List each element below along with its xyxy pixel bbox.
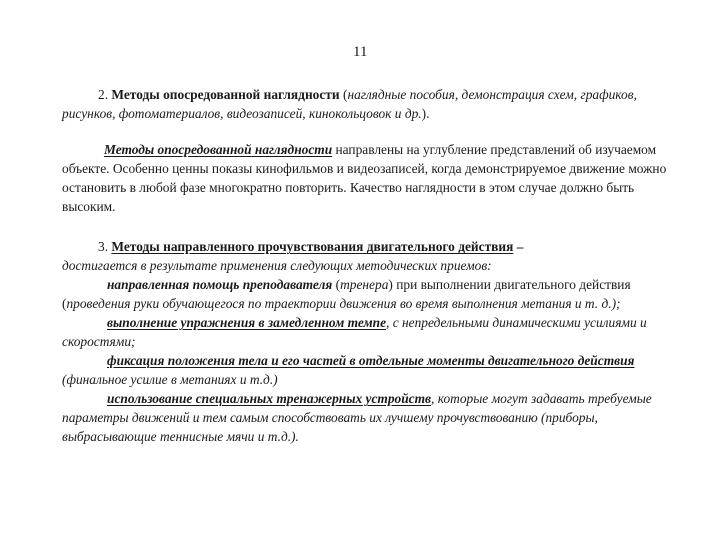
section-2-title: Методы опосредованной наглядности (111, 87, 340, 102)
section-2-body-term: Методы опосредованной наглядности (104, 142, 333, 157)
section-3-dash: – (513, 239, 524, 254)
list-item-term: направленная помощь преподавателя (107, 277, 333, 292)
section-2-examples: наглядные пособия, демонстрация схем, графиков, рисунков, фотоматериалов, видеозаписей, кинокольцовок и др. (62, 87, 637, 121)
list-item-text: , которые могут задавать требуемые параметры движений и тем самым способствовать их лучшему прочувствованию (приборы, выбрасывающие теннисные мячи и т.д.). (62, 391, 652, 444)
section-2-paren-close: ). (421, 106, 430, 121)
section-3-heading (62, 237, 674, 256)
list-item-text: ( (332, 277, 341, 292)
section-2-body-text: направлены на углубление представлений об изучаемом объекте. Особенно ценны показы кинофильмов и видеозаписей, когда демонстрируемое движение можно остановить в любой фазе многократно повторить. Качество наглядности в этом случае должно быть высоким. (62, 142, 667, 214)
list-item-text: ) при выполнении двигательного действия ( (62, 277, 631, 311)
list-item-text-italic: проведения руки обучающегося по траектории движения во время выполнения метания и т. д.); (66, 296, 621, 311)
list-item-term: фиксация положения тела и его частей в отдельные моменты двигательного действия (107, 353, 635, 368)
list-item-term: использование специальных тренажерных устройств (107, 391, 432, 406)
list-item (62, 389, 674, 446)
section-2-paren-open: ( (342, 87, 348, 102)
page-number: 11 (353, 44, 368, 60)
list-item (62, 313, 674, 351)
section-3-body (62, 256, 674, 446)
section-3-intro: достигается в результате применения следующих методических приемов: (62, 258, 492, 273)
section-2-heading (62, 85, 674, 123)
section-3-title: Методы направленного прочувствования двигательного действия (111, 239, 514, 254)
section-2-body (62, 140, 674, 216)
list-item-term: выполнение упражнения в замедленном темпе (107, 315, 387, 330)
list-item-text-italic: тренера (340, 277, 389, 292)
list-item (62, 275, 674, 313)
list-item (62, 351, 674, 389)
section-3-number: 3. (98, 239, 109, 254)
list-item-text: (финальное усилие в метаниях и т.д.) (62, 372, 278, 387)
section-2-number: 2. (98, 87, 109, 102)
list-item-text: , с непредельными динамическими усилиями и скоростями; (62, 315, 647, 349)
